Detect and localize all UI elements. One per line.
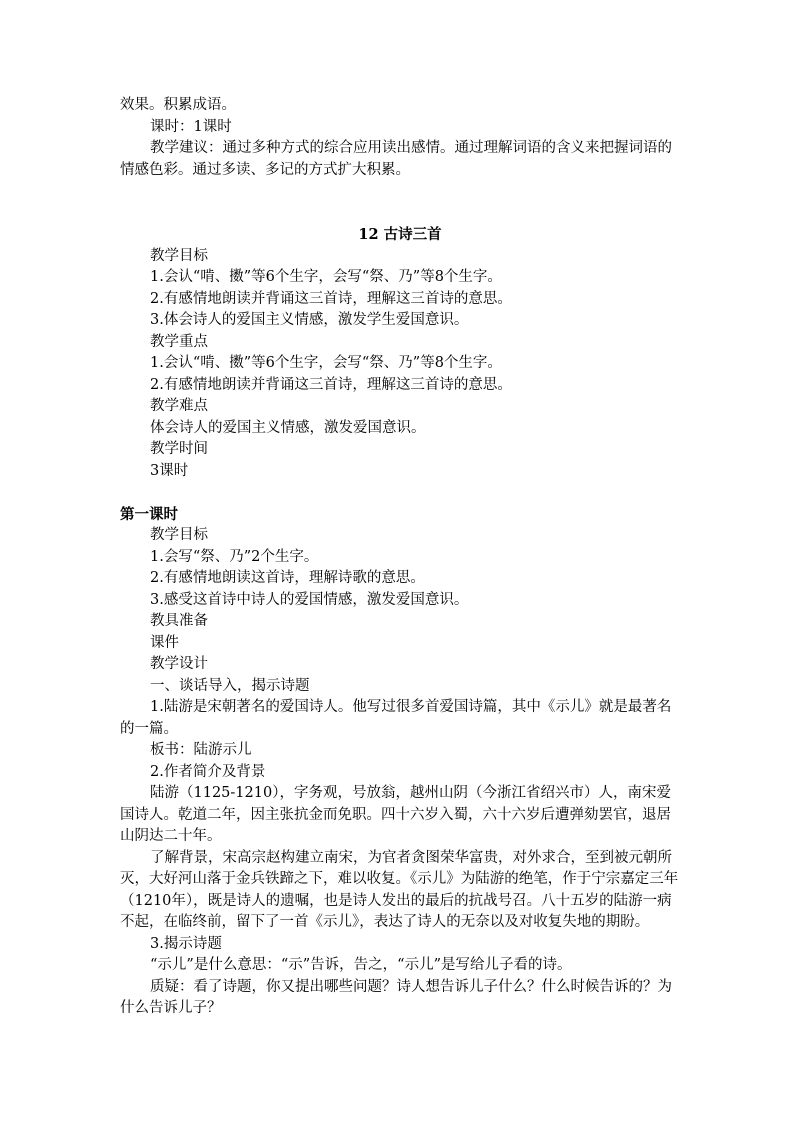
period1-goal-item: 1.会写“祭、乃”2个生字。: [150, 548, 319, 565]
intro-line-3: 教学建议：通过多种方式的综合应用读出感情。通过理解词语的含义来把握词语的情感色彩。通过多读、多记的方式扩大积累。: [120, 140, 672, 178]
question-paragraph: 质疑：看了诗题，你又提出哪些问题？诗人想告诉儿子什么？什么时候告诉的？为什么告诉儿子？: [120, 978, 672, 1016]
time-heading: 教学时间: [150, 441, 208, 457]
goals-heading: 教学目标: [150, 247, 208, 264]
goal-item: 2.有感情地朗读并背诵这三首诗，理解这三首诗的意思。: [150, 290, 512, 307]
goal-item: 3.体会诗人的爱国主义情感，激发学生爱国意识。: [150, 312, 469, 328]
intro-line-1: 效果。积累成语。: [120, 97, 236, 113]
time-text: 3课时: [150, 462, 189, 479]
design-heading: 教学设计: [150, 656, 208, 672]
key-heading: 教学重点: [150, 333, 208, 350]
title-meaning-paragraph: “示儿”是什么意思：“示”告诉，告之，“示儿”是写给儿子看的诗。: [150, 957, 572, 973]
period1-goal-item: 2.有感情地朗读这首诗，理解诗歌的意思。: [150, 570, 425, 586]
difficulty-text: 体会诗人的爱国主义情感，激发爱国意识。: [150, 419, 426, 436]
goal-item: 1.会认“啃、擞”等6个生字，会写“祭、乃”等8个生字。: [150, 269, 502, 285]
tools-heading: 教具准备: [150, 613, 208, 629]
period1-goals-heading: 教学目标: [150, 527, 208, 543]
section-1-heading: 一、谈话导入，揭示诗题: [150, 677, 310, 694]
reveal-title-heading: 3.揭示诗题: [150, 935, 222, 952]
key-item: 1.会认“啃、擞”等6个生字，会写“祭、乃”等8个生字。: [150, 355, 502, 371]
author-heading: 2.作者简介及背景: [150, 763, 266, 780]
period1-heading: 第一课时: [120, 505, 178, 523]
lesson-title: 12 古诗三首: [358, 226, 442, 243]
difficulty-heading: 教学难点: [150, 398, 208, 414]
author-paragraph: 陆游（1125-1210），字务观，号放翁，越州山阴（今浙江省绍兴市）人，南宋爱国诗人。乾道二年，因主张抗金而免职。四十六岁入蜀，六十六岁后遭弹劾罢官，退居山阴达二十年。: [120, 785, 671, 844]
paragraph-intro: 1.陆游是宋朝著名的爱国诗人。他写过很多首爱国诗篇，其中《示儿》就是最著名的一篇。: [120, 699, 672, 737]
tools-text: 课件: [150, 634, 179, 651]
document-body: [120, 95, 680, 1020]
period1-goal-item: 3.感受这首诗中诗人的爱国情感，激发爱国意识。: [150, 591, 469, 608]
intro-line-2: 课时：1课时: [150, 118, 232, 135]
background-paragraph: 了解背景，宋高宗赵构建立南宋，为官者贪图荣华富贵，对外求合，至到被元朝所灭，大好河山落于金兵铁蹄之下，难以收复。《示儿》为陆游的绝笔，作于宁宗嘉定三年（1210年），既是诗人的遗嘱，也是诗人发出的最后的抗战号召。八十五岁的陆游一病不起，在临终前，留下了一首《示儿》，表达了诗人的无奈以及对收复失地的期盼。: [120, 849, 679, 930]
key-item: 2.有感情地朗读并背诵这三首诗，理解这三首诗的意思。: [150, 376, 512, 393]
spacer: [120, 181, 680, 224]
board-note: 板书：陆游示儿: [150, 742, 252, 758]
spacer: [120, 482, 680, 504]
